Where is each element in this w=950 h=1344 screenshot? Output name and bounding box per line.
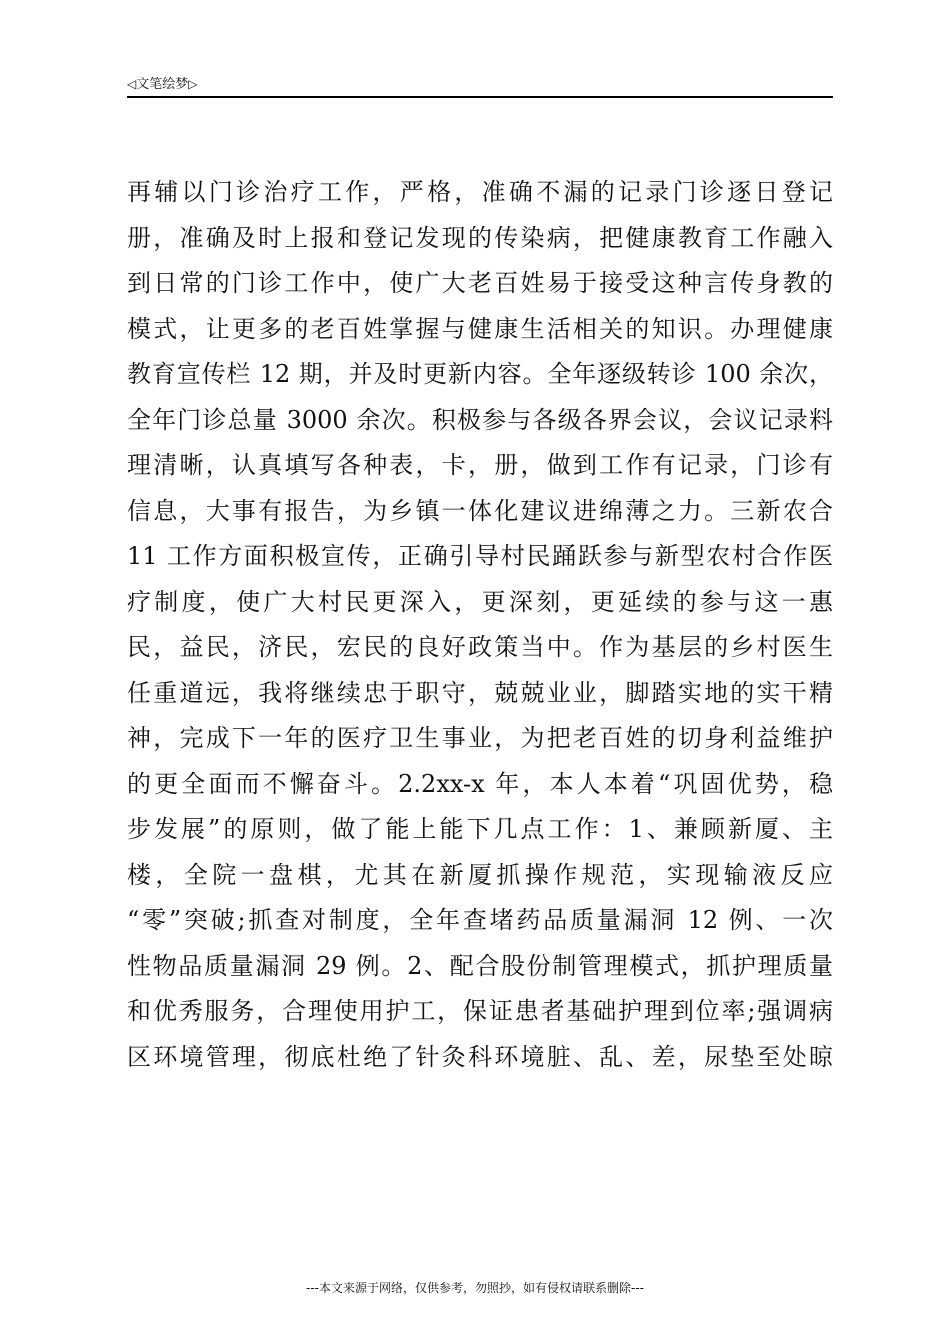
body-line: 册，准确及时上报和登记发现的传染病，把健康教育工作融入 (127, 223, 833, 252)
body-line: 疗制度，使广大村民更深入，更深刻，更延续的参与这一惠 (127, 587, 833, 616)
body-line: 到日常的门诊工作中，使广大老百姓易于接受这种言传身教的 (127, 269, 833, 297)
body-line: 性物品质量漏洞 29 例。2、配合股份制管理模式，抓护理质量 (127, 951, 833, 980)
body-line: 全年门诊总量 3000 余次。积极参与各级各界会议，会议记录料 (127, 405, 833, 434)
body-line: “零”突破;抓查对制度，全年查堵药品质量漏洞 12 例、一次 (127, 906, 833, 934)
body-line: 再辅以门诊治疗工作，严格，准确不漏的记录门诊逐日登记 (127, 178, 833, 206)
body-line: 楼，全院一盘棋，尤其在新厦抓操作规范，实现输液反应 (127, 860, 833, 889)
body-line: 11 工作方面积极宣传，正确引导村民踊跃参与新型农村合作医 (127, 542, 833, 570)
body-line: 模式，让更多的老百姓掌握与健康生活相关的知识。办理健康 (127, 314, 833, 343)
page-footer: ---本文来源于网络，仅供参考，勿照抄，如有侵权请联系删除--- (306, 1281, 644, 1295)
header-title: 文笔绘梦 (136, 77, 189, 92)
body-line: 民，益民，济民，宏民的良好政策当中。作为基层的乡村医生 (127, 633, 833, 661)
body-line: 步发展”的原则，做了能上能下几点工作：1、兼顾新厦、主 (127, 815, 833, 843)
body-line: 的更全面而不懈奋斗。2.2xx-x 年，本人本着“巩固优势，稳 (127, 769, 833, 798)
body-line: 信息，大事有报告，为乡镇一体化建议进绵薄之力。三新农合 (127, 496, 833, 525)
page-header (127, 74, 833, 98)
body-line: 区环境管理，彻底杜绝了针灸科环境脏、乱、差，尿垫至处晾 (127, 1042, 833, 1071)
body-line: 理清晰，认真填写各种表，卡，册，做到工作有记录，门诊有 (127, 451, 833, 479)
body-line: 任重道远，我将继续忠于职守，兢兢业业，脚踏实地的实干精 (127, 678, 833, 707)
body-line: 和优秀服务，合理使用护工，保证患者基础护理到位率;强调病 (127, 997, 833, 1025)
right-triangle-icon: ▷ (188, 77, 198, 91)
body-line: 神，完成下一年的医疗卫生事业，为把老百姓的切身利益维护 (127, 724, 833, 752)
body-line: 教育宣传栏 12 期，并及时更新内容。全年逐级转诊 100 余次， (127, 360, 833, 388)
left-triangle-icon: ◁ (127, 77, 137, 91)
document-body (127, 170, 833, 1080)
